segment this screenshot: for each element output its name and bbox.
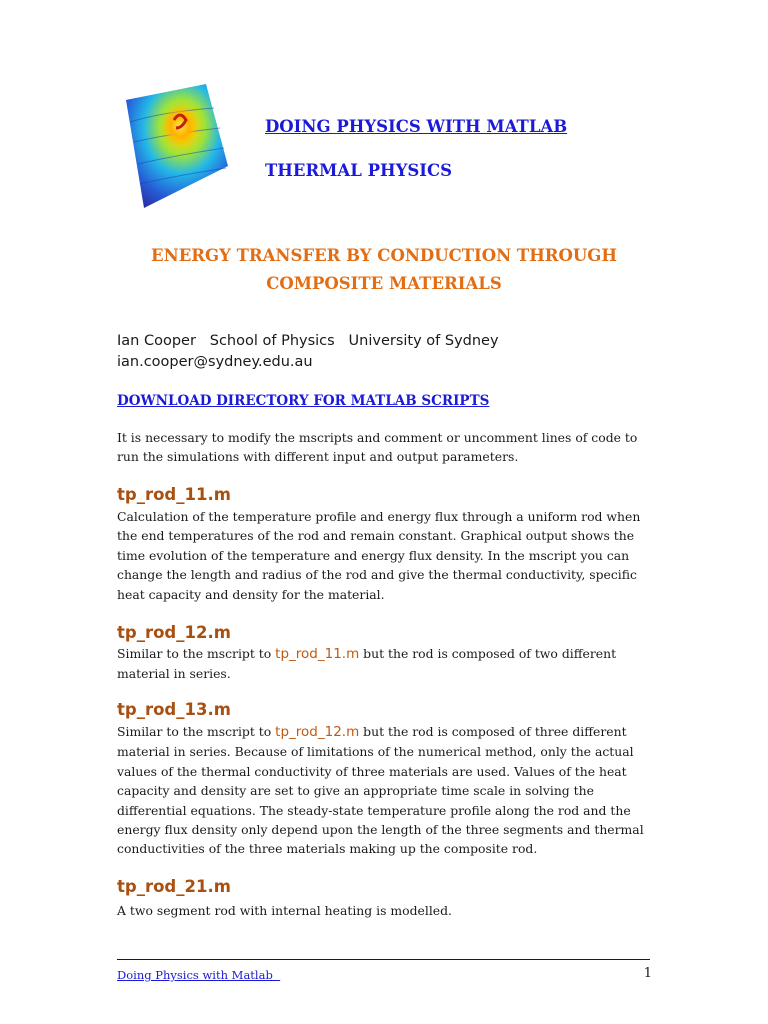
section-text-tp-rod-13-before: Similar to the mscript to	[117, 724, 276, 739]
thermal-physics-heading: THERMAL PHYSICS	[265, 161, 453, 180]
section-title-tp-rod-12: tp_rod_12.m	[117, 623, 231, 642]
section-text-tp-rod-12	[117, 644, 662, 684]
author-affiliation: Ian Cooper School of Physics University of Sydney	[117, 333, 499, 349]
page-title-line-2: COMPOSITE MATERIALS	[266, 274, 502, 293]
footer-divider	[117, 959, 650, 960]
tp-rod-12-link[interactable]: tp_rod_12.m	[275, 724, 360, 740]
section-text-tp-rod-21: A two segment rod with internal heating is modelled.	[117, 903, 452, 918]
matlab-logo-icon	[122, 82, 230, 210]
footer-doing-physics-link[interactable]: Doing Physics with Matlab	[117, 968, 281, 982]
page-number: 1	[643, 966, 652, 981]
section-text-tp-rod-11: Calculation of the temperature profile and energy flux through a uniform rod when the end temperatures of the rod and remain constant. Graphical output shows the time evolution of the temperature and energy flux density. In the mscript you can change the length and radius of the rod and give the thermal conductivity, specific heat capacity and density for the material.	[117, 509, 641, 602]
section-text-tp-rod-13-after: but the rod is composed of three different material in series. Because of limitations of the numerical method, only the actual values of the thermal conductivity of three materials are used. Values of the heat capacity and density are set to give an appropriate time scale in solving the differential equations. The steady-state temperature profile along the rod and the energy flux density only depend upon the length of the three segments and thermal conductivities of the three materials making up the composite rod.	[117, 724, 644, 857]
section-text-tp-rod-12-before: Similar to the mscript to	[117, 646, 276, 661]
page-title-line-1: ENERGY TRANSFER BY CONDUCTION THROUGH	[151, 246, 617, 265]
section-title-tp-rod-21: tp_rod_21.m	[117, 877, 231, 896]
page-title	[60, 242, 708, 298]
author-email: ian.cooper@sydney.edu.au	[117, 354, 313, 370]
doing-physics-matlab-link[interactable]: DOING PHYSICS WITH MATLAB	[265, 117, 568, 136]
intro-paragraph: It is necessary to modify the mscripts and comment or uncomment lines of code to run the simulations with different input and output parameters.	[117, 430, 638, 465]
section-text-tp-rod-12-after: but the rod is composed of two different material in series.	[117, 646, 617, 682]
section-text-tp-rod-13	[117, 722, 662, 859]
section-title-tp-rod-11: tp_rod_11.m	[117, 485, 231, 504]
tp-rod-11-link[interactable]: tp_rod_11.m	[275, 646, 360, 662]
download-directory-link[interactable]: DOWNLOAD DIRECTORY FOR MATLAB SCRIPTS	[117, 393, 490, 409]
author-block	[117, 331, 499, 373]
section-title-tp-rod-13: tp_rod_13.m	[117, 700, 231, 719]
